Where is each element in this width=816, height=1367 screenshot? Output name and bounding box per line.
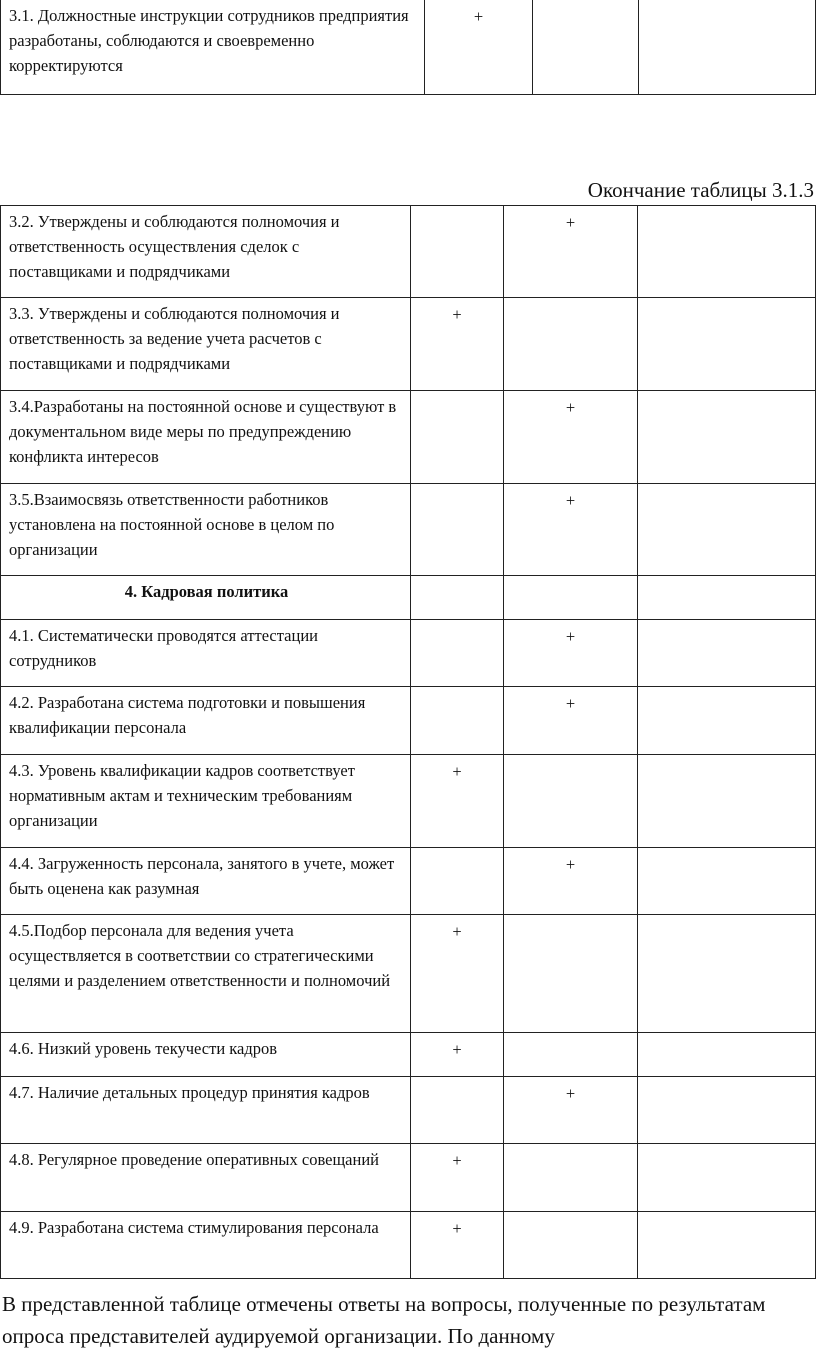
answer-cell-col2 [504, 298, 638, 391]
top-table [0, 0, 816, 95]
question-cell: 4.6. Низкий уровень текучести кадров [1, 1033, 411, 1077]
answer-cell-col2 [504, 576, 638, 620]
answer-cell-col1 [411, 484, 504, 576]
question-cell: 3.5.Взаимосвязь ответственности работников установлена на постоянной основе в целом по организации [1, 484, 411, 576]
table-row [1, 755, 816, 848]
table-row [1, 915, 816, 1033]
table-row [1, 687, 816, 755]
answer-cell-col1 [411, 848, 504, 915]
answer-cell-col2: + [504, 391, 638, 484]
question-cell: 4.5.Подбор персонала для ведения учета осуществляется в соответствии со стратегическими целями и разделением ответственности и полномочий [1, 915, 411, 1033]
answer-cell-col2 [533, 0, 639, 95]
table-row [1, 391, 816, 484]
section-row [1, 576, 816, 620]
answer-cell-col2: + [504, 848, 638, 915]
answer-cell-col1 [411, 1077, 504, 1144]
answer-cell-col3 [638, 620, 816, 687]
answer-cell-col3 [639, 0, 816, 95]
answer-cell-col2 [504, 915, 638, 1033]
question-cell: 4.7. Наличие детальных процедур принятия кадров [1, 1077, 411, 1144]
table-row [1, 298, 816, 391]
answer-cell-col2 [504, 1144, 638, 1212]
answer-cell-col2: + [504, 1077, 638, 1144]
answer-cell-col3 [638, 576, 816, 620]
answer-cell-col3 [638, 848, 816, 915]
answer-cell-col3 [638, 298, 816, 391]
question-cell: 4.3. Уровень квалификации кадров соответствует нормативным актам и техническим требованиям организации [1, 755, 411, 848]
answer-cell-col3 [638, 206, 816, 298]
table-row [1, 484, 816, 576]
answer-cell-col3 [638, 1144, 816, 1212]
answer-cell-col3 [638, 915, 816, 1033]
table-row [1, 206, 816, 298]
answer-cell-col1: + [411, 915, 504, 1033]
answer-cell-col1: + [411, 1212, 504, 1279]
section-heading: 4. Кадровая политика [1, 576, 411, 620]
table-caption: Окончание таблицы 3.1.3 [587, 178, 814, 202]
question-cell: 4.8. Регулярное проведение оперативных совещаний [1, 1144, 411, 1212]
answer-cell-col1 [411, 687, 504, 755]
answer-cell-col1 [411, 576, 504, 620]
answer-cell-col3 [638, 391, 816, 484]
table-row [1, 0, 816, 95]
question-cell: 4.1. Систематически проводятся аттестации сотрудников [1, 620, 411, 687]
table-row [1, 1144, 816, 1212]
answer-cell-col1: + [411, 1033, 504, 1077]
answer-cell-col3 [638, 1033, 816, 1077]
table-row [1, 848, 816, 915]
question-cell: 4.9. Разработана система стимулирования персонала [1, 1212, 411, 1279]
question-cell: 3.3. Утверждены и соблюдаются полномочия и ответственность за ведение учета расчетов с поставщиками и подрядчиками [1, 298, 411, 391]
question-cell: 3.4.Разработаны на постоянной основе и существуют в документальном виде меры по предупреждению конфликта интересов [1, 391, 411, 484]
table-row [1, 620, 816, 687]
answer-cell-col2: + [504, 620, 638, 687]
answer-cell-col2 [504, 1212, 638, 1279]
answer-cell-col3 [638, 1212, 816, 1279]
answer-cell-col2 [504, 1033, 638, 1077]
answer-cell-col1 [411, 391, 504, 484]
main-table [0, 205, 816, 1279]
question-cell: 4.2. Разработана система подготовки и повышения квалификации персонала [1, 687, 411, 755]
answer-cell-col3 [638, 484, 816, 576]
question-cell: 3.2. Утверждены и соблюдаются полномочия и ответственность осуществления сделок с поставщиками и подрядчиками [1, 206, 411, 298]
body-paragraph: В представленной таблице отмечены ответы на вопросы, полученные по результатам опроса представителей аудируемой организации. По данному [2, 1292, 766, 1348]
answer-cell-col2: + [504, 687, 638, 755]
answer-cell-col1 [411, 206, 504, 298]
answer-cell-col1: + [411, 755, 504, 848]
answer-cell-col2: + [504, 484, 638, 576]
question-cell: 3.1. Должностные инструкции сотрудников предприятия разработаны, соблюдаются и своевременно корректируются [1, 0, 425, 95]
answer-cell-col1: + [425, 0, 533, 95]
table-row [1, 1077, 816, 1144]
table-row [1, 1212, 816, 1279]
question-cell: 4.4. Загруженность персонала, занятого в учете, может быть оценена как разумная [1, 848, 411, 915]
answer-cell-col3 [638, 1077, 816, 1144]
answer-cell-col3 [638, 755, 816, 848]
answer-cell-col1 [411, 620, 504, 687]
answer-cell-col2: + [504, 206, 638, 298]
table-row [1, 1033, 816, 1077]
answer-cell-col1: + [411, 298, 504, 391]
answer-cell-col2 [504, 755, 638, 848]
answer-cell-col1: + [411, 1144, 504, 1212]
answer-cell-col3 [638, 687, 816, 755]
